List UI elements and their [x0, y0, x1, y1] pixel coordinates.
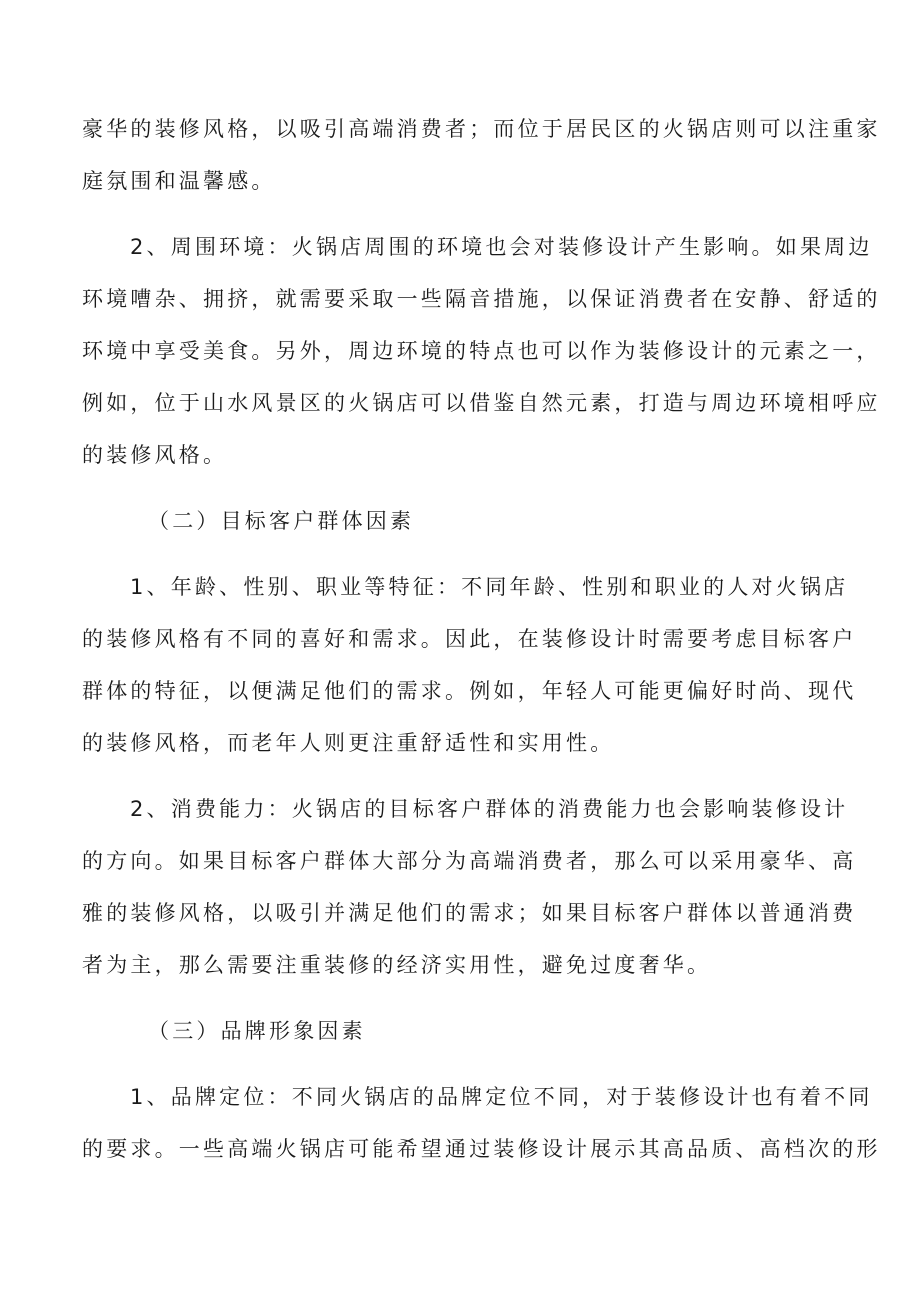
body-text-line: 例如，位于山水风景区的火锅店可以借鉴自然元素，打造与周边环境相呼应 — [82, 391, 881, 415]
paragraph-start-line: 2、消费能力：火锅店的目标客户群体的消费能力也会影响装修设计 — [130, 797, 849, 821]
paragraph-start-line: 1、品牌定位：不同火锅店的品牌定位不同，对于装修设计也有着不同 — [130, 1085, 873, 1109]
paragraph-start-line: 2、周围环境：火锅店周围的环境也会对装修设计产生影响。如果周边 — [130, 235, 873, 259]
body-text-line: 豪华的装修风格，以吸引高端消费者；而位于居民区的火锅店则可以注重家 — [82, 117, 881, 141]
body-text-line: 的要求。一些高端火锅店可能希望通过装修设计展示其高品质、高档次的形 — [82, 1137, 881, 1161]
body-text-line: 的装修风格有不同的喜好和需求。因此，在装修设计时需要考虑目标客户 — [82, 627, 857, 651]
body-text-line: 庭氛围和温馨感。 — [82, 169, 276, 193]
body-text-line: 环境嘈杂、拥挤，就需要采取一些隔音措施，以保证消费者在安静、舒适的 — [82, 287, 881, 311]
body-text-line: 者为主，那么需要注重装修的经济实用性，避免过度奢华。 — [82, 953, 712, 977]
section-heading: （三）品牌形象因素 — [148, 1019, 366, 1043]
section-heading: （二）目标客户群体因素 — [148, 509, 415, 533]
body-text-line: 群体的特征，以便满足他们的需求。例如，年轻人可能更偏好时尚、现代 — [82, 679, 857, 703]
body-text-line: 的方向。如果目标客户群体大部分为高端消费者，那么可以采用豪华、高 — [82, 849, 857, 873]
body-text-line: 的装修风格，而老年人则更注重舒适性和实用性。 — [82, 731, 615, 755]
paragraph-start-line: 1、年龄、性别、职业等特征：不同年龄、性别和职业的人对火锅店 — [130, 575, 849, 599]
body-text-line: 的装修风格。 — [82, 443, 228, 467]
body-text-line: 环境中享受美食。另外，周边环境的特点也可以作为装修设计的元素之一， — [82, 339, 881, 363]
body-text-line: 雅的装修风格，以吸引并满足他们的需求；如果目标客户群体以普通消费 — [82, 901, 857, 925]
